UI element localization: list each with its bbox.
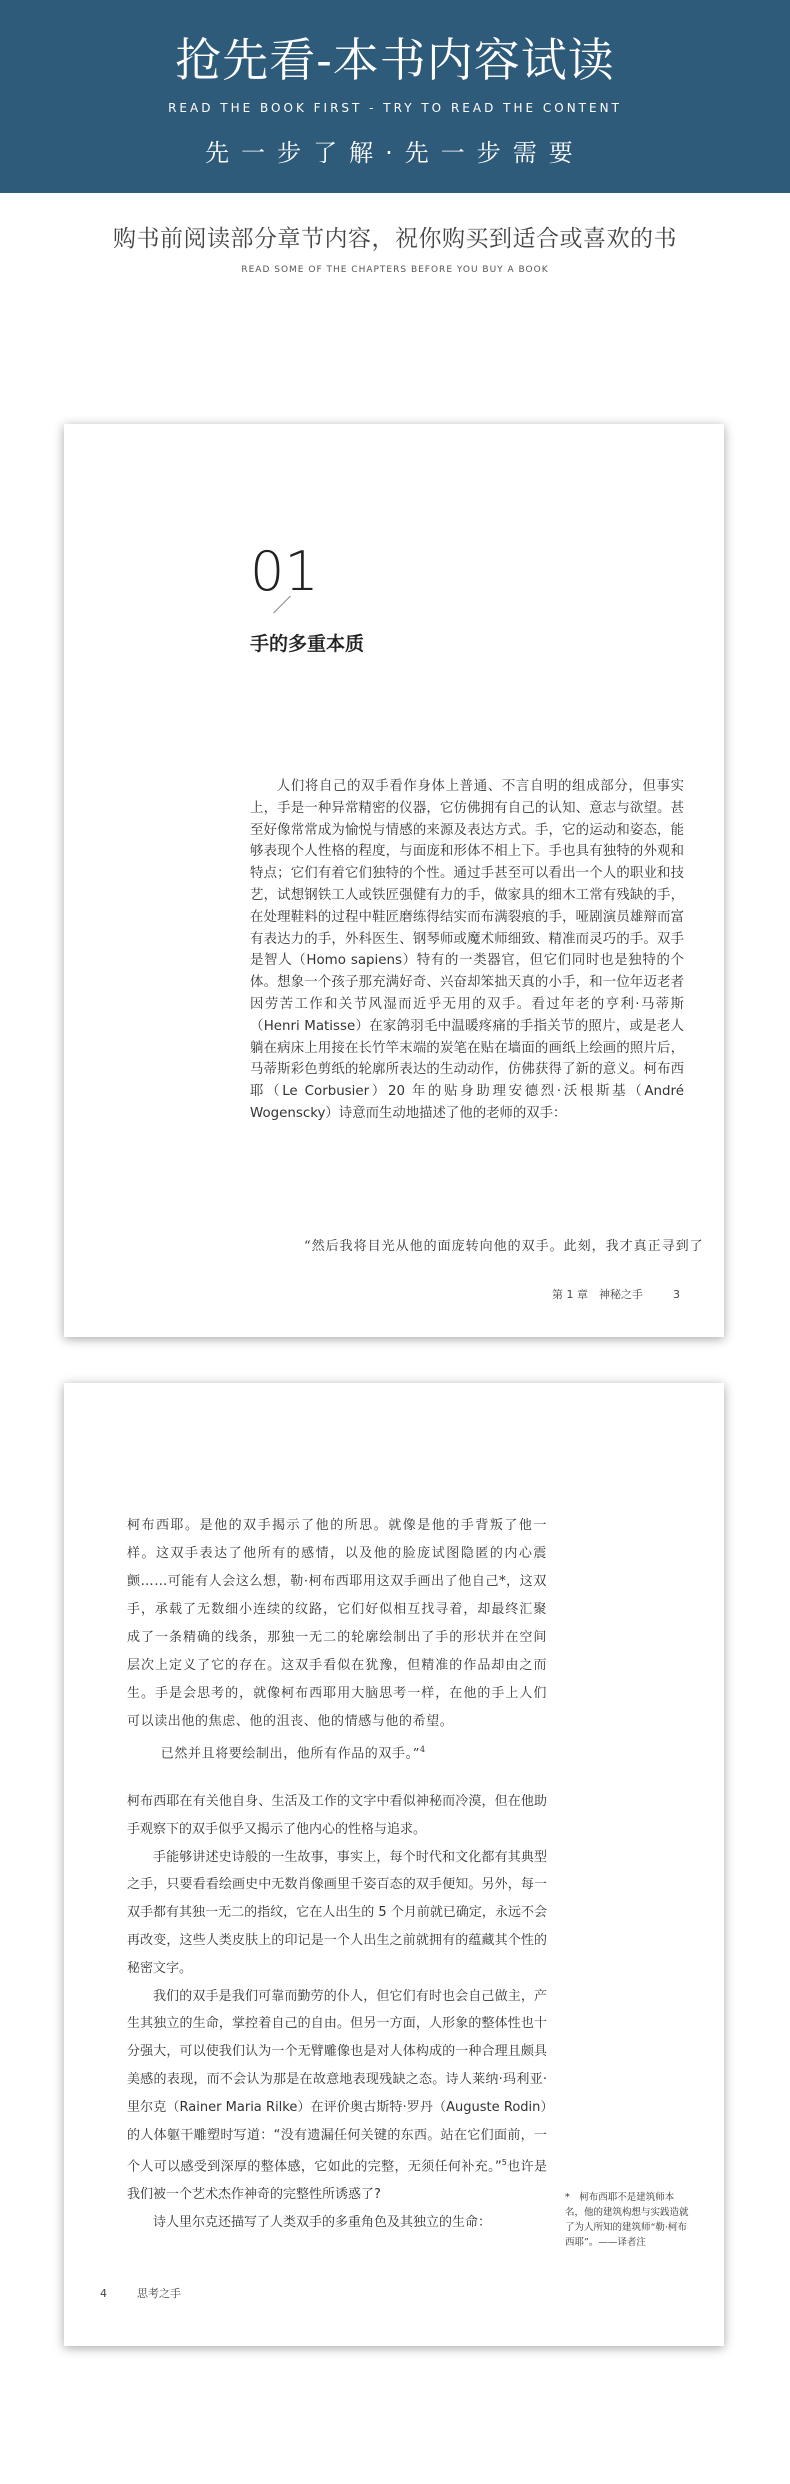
footer-title: 思考之手	[137, 2287, 181, 2300]
page-number: 4	[100, 2287, 107, 2300]
quote-start: “然后我将目光从他的面庞转向他的双手。此刻，我才真正寻到了	[304, 1239, 704, 1254]
body-text	[250, 776, 684, 1125]
banner-title: 抢先看-本书内容试读	[175, 33, 615, 87]
page-footer	[100, 2285, 181, 2301]
quote-block	[127, 1512, 547, 1768]
book-page-3	[64, 424, 724, 1337]
page-number: 3	[673, 1288, 680, 1301]
paragraph: 我们的双手是我们可靠而勤劳的仆人，但它们有时也会自己做主，产生其独立的生命，掌控着自己的自由。但另一方面，人形象的整体性也十分强大，可以使我们认为一个无臂雕像也是对人体构成的一种合理且颇具美感的表现，而不会认为那是在故意地表现残缺之态。诗人莱纳·玛利亚·里尔克（Rainer Maria Rilke）在评价奥古斯特·罗丹（Auguste Rodin）的人体躯干雕塑时写道：“没有遗漏任何关键的东西。站在它们面前，一个人可以感受到深厚的整体感，它如此的完整，无须任何补充。”$^5$也许是我们被一个艺术杰作神奇的完整性所诱惑了?	[127, 1988, 547, 2203]
paragraph: 柯布西耶在有关他自身、生活及工作的文字中看似神秘而冷漠，但在他助手观察下的双手似乎又揭示了他内心的性格与追求。	[127, 1794, 547, 1837]
footnote-ref: 5	[501, 2158, 507, 2168]
footer-chapter: 第 1 章 神秘之手	[552, 1288, 643, 1301]
side-footnote: * 柯布西耶不是建筑师本名，他的建筑构想与实践造就了为人所知的建筑师“勒·柯布西耶”。——译者注	[565, 2192, 689, 2248]
header-banner	[0, 0, 790, 193]
banner-subtitle-en: READ THE BOOK FIRST - TRY TO READ THE CONTENT	[168, 101, 622, 115]
body-text	[127, 1788, 547, 2237]
banner-slogan: 先一步了解·先一步需要	[205, 139, 585, 167]
intro-text: 购书前阅读部分章节内容，祝你购买到适合或喜欢的书	[113, 226, 677, 252]
chapter-title: 手的多重本质	[250, 633, 365, 655]
book-page-4	[64, 1383, 724, 2346]
intro-text-en: READ SOME OF THE CHAPTERS BEFORE YOU BUY A BOOK	[241, 265, 549, 275]
paragraph: 诗人里尔克还描写了人类双手的多重角色及其独立的生命：	[153, 2215, 492, 2231]
chapter-number: 01	[250, 540, 319, 603]
quote-text: 柯布西耶。是他的双手揭示了他的所思。就像是他的手背叛了他一样。这双手表达了他所有的感情，以及他的脸庞试图隐匿的内心震颤……可能有人会这么想，勒·柯布西耶用这双手画出了他自己*，这双手，承载了无数细小连续的纹路，它们好似相互找寻着，却最终汇聚成了一条精确的线条，那独一无二的轮廓绘制出了手的形状并在空间层次上定义了它的存在。这双手看似在犹豫，但精准的作品却由之而生。手是会思考的，就像柯布西耶用大脑思考一样，在他的手上人们可以读出他的焦虑、他的沮丧、他的情感与他的希望。	[127, 1518, 547, 1729]
footnote-ref: 4	[419, 1745, 426, 1754]
paragraph: 人们将自己的双手看作身体上普通、不言自明的组成部分，但事实上，手是一种异常精密的仪器，它仿佛拥有自己的认知、意志与欲望。甚至好像常常成为愉悦与情感的来源及表达方式。手，它的运动和姿态，能够表现个人性格的程度，与面庞和形体不相上下。手也具有独特的外观和特点；它们有着它们独特的个性。通过手甚至可以看出一个人的职业和技艺，试想钢铁工人或铁匠强健有力的手，做家具的细木工常有残缺的手，在处理鞋料的过程中鞋匠磨练得结实而布满裂痕的手，哑剧演员雄辩而富有表达力的手，外科医生、钢琴师或魔术师细致、精准而灵巧的手。双手是智人（Homo sapiens）特有的一类器官，但它们同时也是独特的个体。想象一个孩子那充满好奇、兴奋却笨拙天真的小手，和一位年迈老者因劳苦工作和关节风湿而近乎无用的双手。看过年老的亨利·马蒂斯（Henri Matisse）在家鸽羽毛中温暖疼痛的手指关节的照片，或是老人躺在病床上用接在长竹竿末端的炭笔在贴在墙面的画纸上绘画的照片后，马蒂斯彩色剪纸的轮廓所表达的生动动作，仿佛获得了新的意义。柯布西耶（Le Corbusier）20 年的贴身助理安德烈·沃根斯基（André Wogenscky）诗意而生动地描述了他的老师的双手：	[250, 779, 684, 1121]
paragraph: 手能够讲述史诗般的一生故事，事实上，每个时代和文化都有其典型之手，只要看看绘画史中无数肖像画里千姿百态的双手便知。另外，每一双手都有其独一无二的指纹，它在人出生的 5 个月前就已确定，永远不会再改变，这些人类皮肤上的印记是一个人出生之前就拥有的蕴藏其个性的秘密文字。	[127, 1849, 547, 1976]
page-footer	[522, 1286, 680, 1302]
quote-end: 已然并且将要绘制出，他所有作品的双手。”$^4$	[160, 1745, 426, 1762]
